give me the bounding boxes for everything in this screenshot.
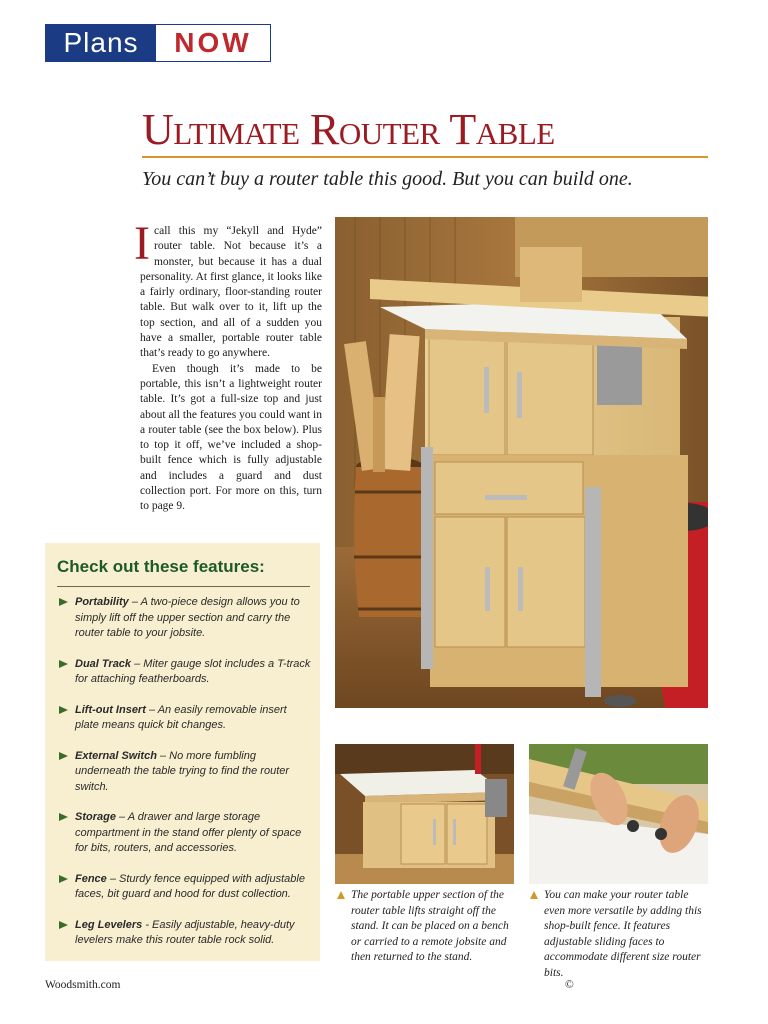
portable-section-illustration: [335, 744, 514, 884]
feature-name: Storage: [75, 811, 116, 823]
feature-item-dual-track: [59, 657, 313, 688]
feature-text: – A two-piece design allows you to simply lift off the upper section and carry the router table to your jobsite.: [75, 596, 300, 639]
logo-now-text: NOW: [174, 27, 252, 58]
caption-right-text: You can make your router table even more versatile by adding this shop-built fence. It features adjustable sliding faces to accommodate different size router bits.: [544, 889, 702, 979]
feature-item-lift-out-insert: [59, 703, 313, 734]
feature-item-portability: [59, 595, 313, 642]
feature-text: – An easily removable insert plate means quick bit changes.: [75, 703, 287, 731]
feature-item-external-switch: [59, 749, 313, 796]
feature-item-storage: [59, 810, 313, 857]
triangle-up-icon: [530, 891, 538, 899]
fence-adjust-photo: [529, 744, 708, 884]
drop-cap: I: [134, 217, 150, 270]
feature-text: - Easily adjustable, heavy-duty levelers make this router table rock solid.: [75, 918, 295, 946]
triangle-bullet-icon: [59, 660, 68, 668]
features-divider: [57, 586, 310, 587]
triangle-bullet-icon: [59, 706, 68, 714]
feature-item-leg-levelers: [59, 918, 313, 949]
triangle-bullet-icon: [59, 875, 68, 883]
plans-now-logo: [45, 24, 271, 62]
body-paragraph-2: Even though it’s made to be portable, this isn’t a lightweight router table. It’s got a full-size top and just about all the features you could want in a router table (see the box below). Plus to top it off, we’ve included a shop-built fence which is fully adjustable and includes a guard and dust collection port. For more on this, turn to page 9.: [140, 362, 322, 513]
feature-name: Lift-out Insert: [75, 703, 146, 716]
triangle-bullet-icon: [59, 752, 68, 760]
features-box: [45, 543, 320, 961]
features-title: Check out these features:: [57, 557, 265, 576]
footer-site: Woodsmith.com: [45, 979, 121, 991]
page-subtitle: You can’t buy a router table this good. But you can build one.: [142, 168, 633, 190]
caption-left-text: The portable upper section of the router table lifts straight off the stand. It can be placed on a bench or carried to a remote jobsite and then returned to the stand.: [351, 889, 509, 963]
features-list: [59, 595, 313, 964]
logo-plans-text: Plans: [46, 25, 156, 61]
feature-item-fence: [59, 872, 313, 903]
feature-name: External Switch: [75, 749, 157, 762]
feature-name: Dual Track: [75, 657, 132, 670]
fence-adjust-illustration: [529, 744, 708, 884]
caption-fence: [530, 888, 706, 981]
feature-text: – A drawer and large storage compartment in the stand offer plenty of space for bits, routers, and accessories.: [75, 811, 302, 854]
triangle-bullet-icon: [59, 921, 68, 929]
feature-text: – Sturdy fence equipped with adjustable faces, bit guard and hood for dust collection.: [75, 872, 305, 900]
main-photo-illustration: [335, 217, 708, 708]
feature-name: Fence: [75, 872, 107, 885]
feature-name: Portability: [75, 596, 129, 608]
article-body: [134, 217, 322, 515]
title-divider: [142, 156, 708, 158]
portable-section-photo: [335, 744, 514, 884]
body-paragraph-1-text: call this my “Jekyll and Hyde” router table. Not because it’s a monster, but because it has a dual personality. At first glance, it looks like a fairly ordinary, floor-standing router table. But walk over to it, lift up the top section, and all of a sudden you have a smaller, portable router table that’s ready to go anywhere.: [140, 225, 322, 360]
triangle-bullet-icon: [59, 598, 68, 606]
main-router-table-photo: [335, 217, 708, 708]
feature-name: Leg Levelers: [75, 918, 143, 931]
triangle-up-icon: [337, 891, 345, 899]
caption-portable-section: [337, 888, 513, 966]
body-paragraph-1: [134, 217, 322, 362]
footer-copyright: ©: [565, 979, 574, 991]
triangle-bullet-icon: [59, 813, 68, 821]
feature-text: – Miter gauge slot includes a T-track for attaching featherboards.: [75, 657, 311, 685]
feature-text: – No more fumbling underneath the table trying to find the router switch.: [75, 749, 290, 793]
page-title: Ultimate Router Table: [142, 105, 555, 154]
